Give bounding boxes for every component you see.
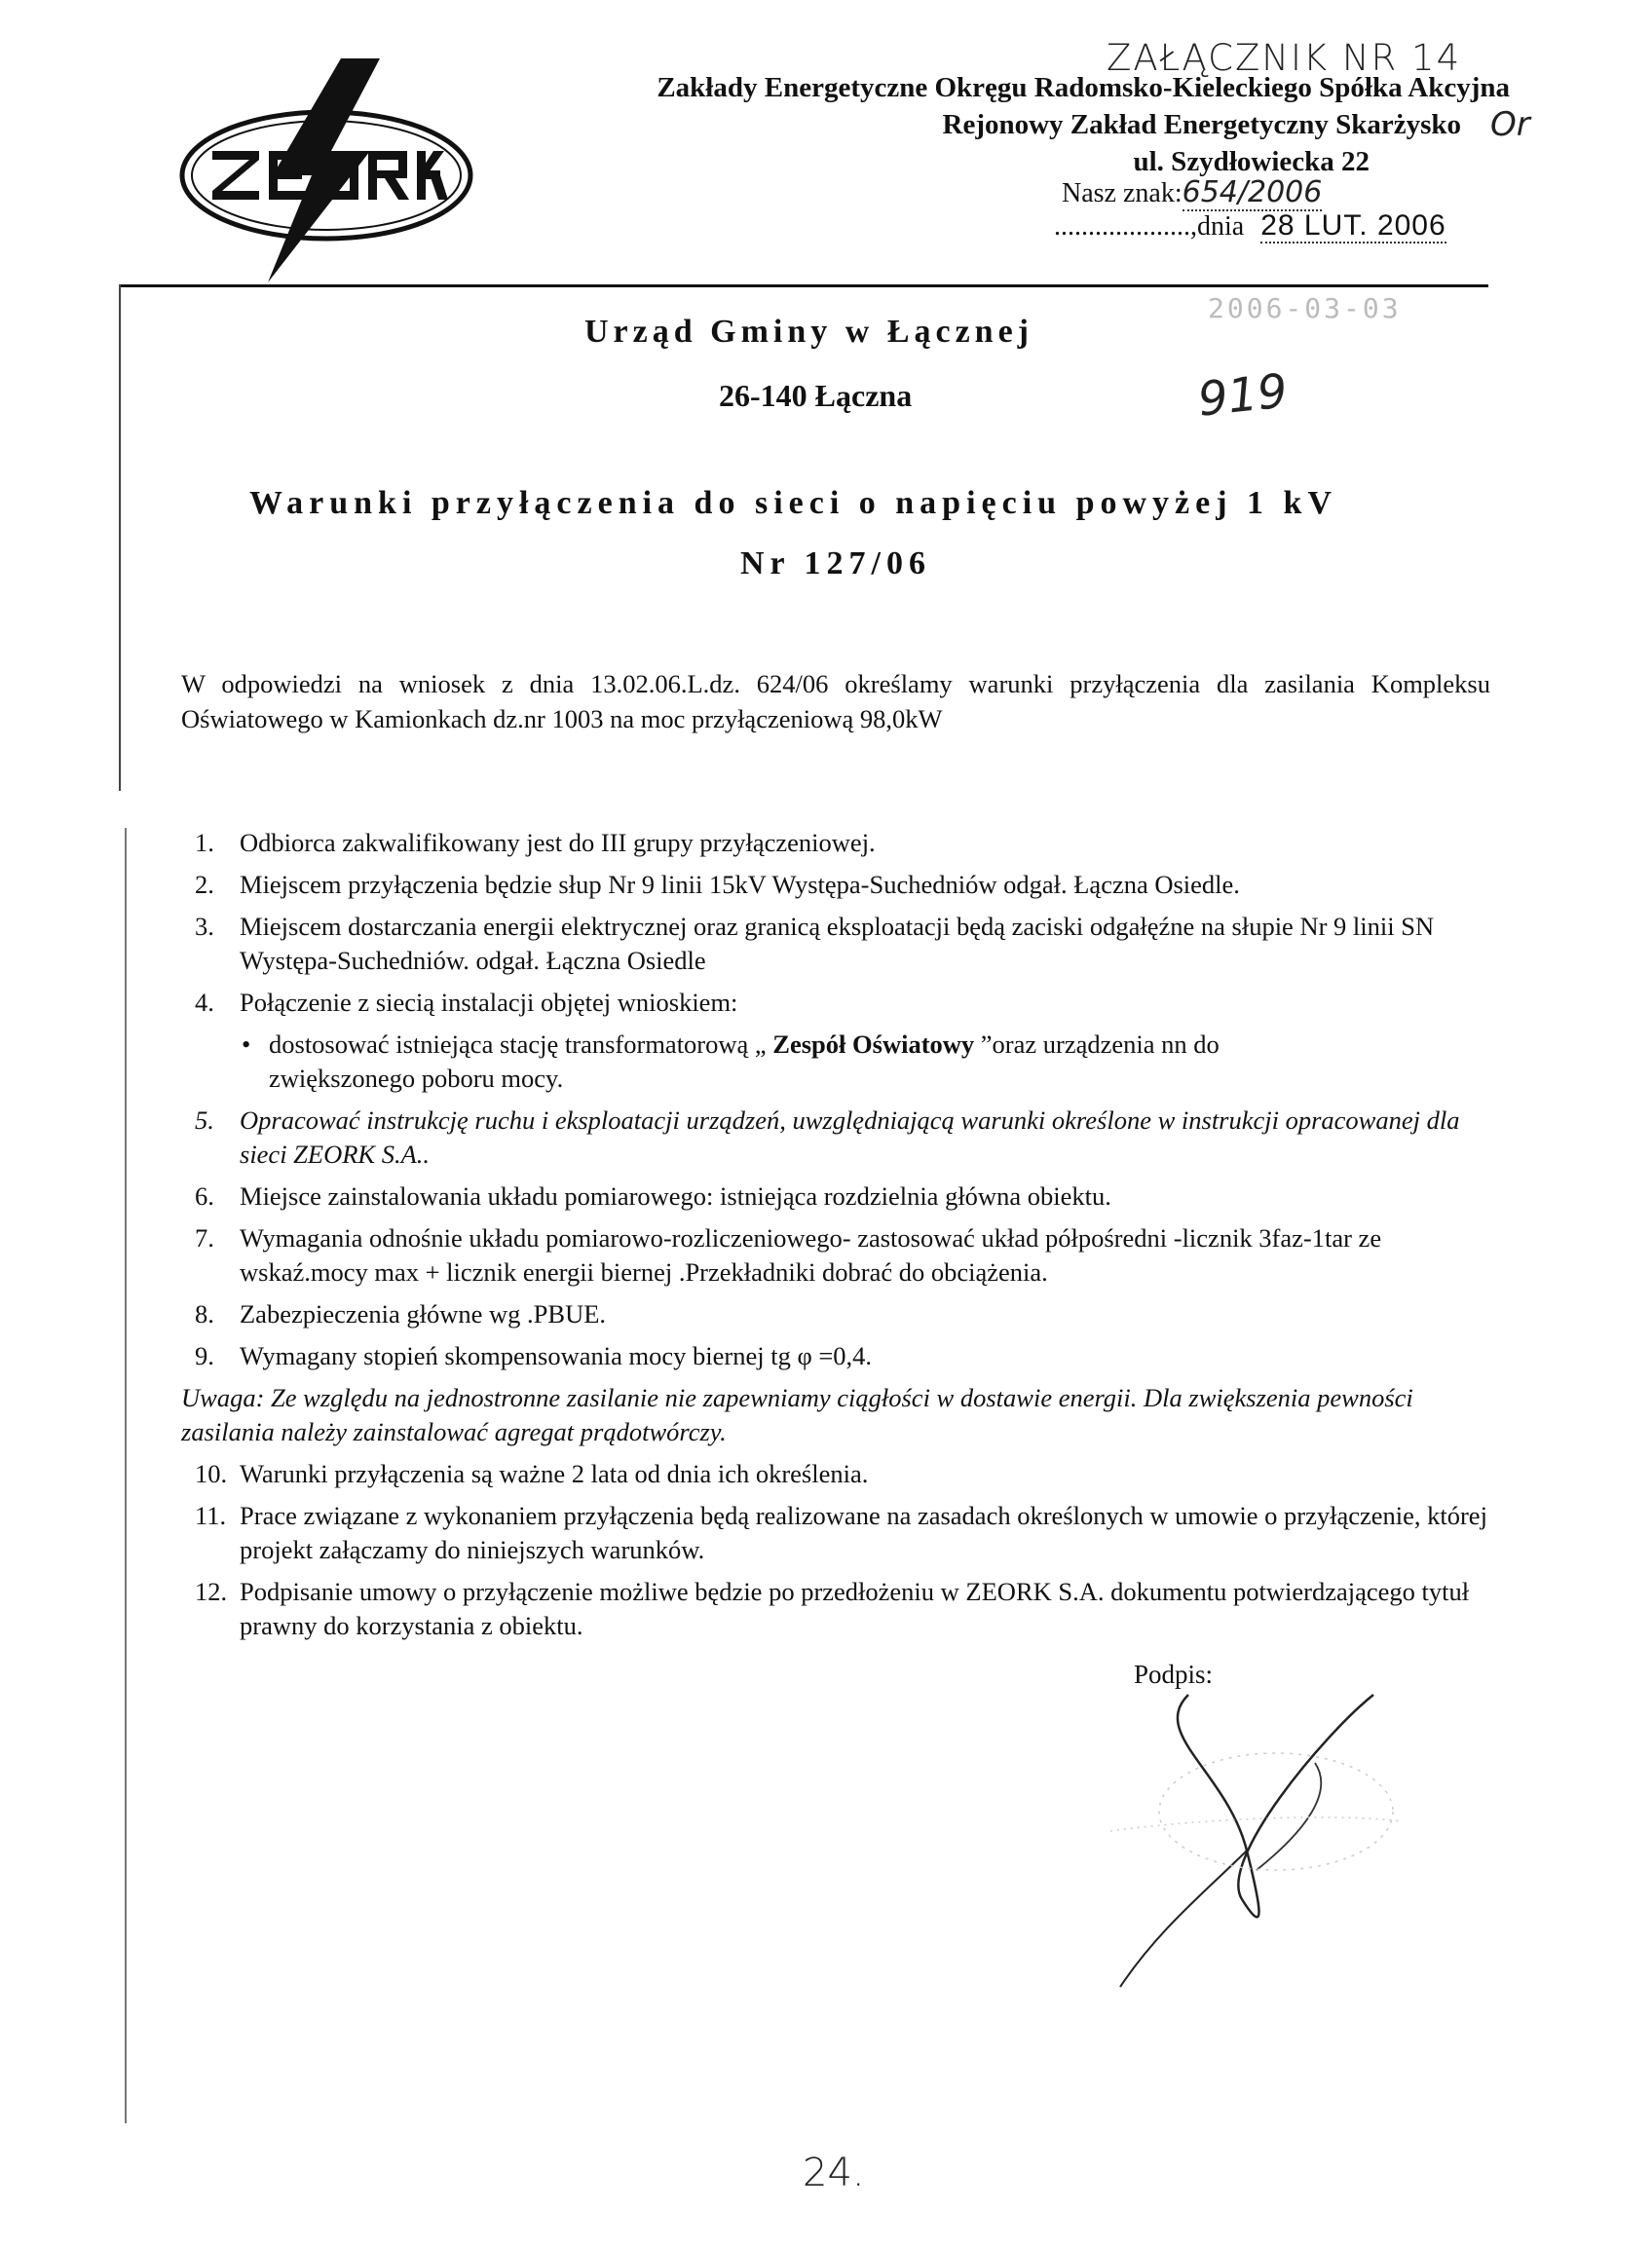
item-text: Miejscem dostarczania energii elektrycznej oraz granicą eksploatacji będą zaciski odgałęźne na słupie Nr 9 linii SN Występa-Suchedniów. odgał. Łączna Osiedle bbox=[240, 912, 1435, 975]
list-item bbox=[181, 1339, 1510, 1373]
company-name: Zakłady Energetyczne Okręgu Radomsko-Kieleckiego Spółka Akcyjna bbox=[657, 72, 1510, 103]
list-item bbox=[181, 1179, 1510, 1214]
annex-label: ZAŁĄCZNIK NR 14 bbox=[1107, 37, 1462, 79]
item-text: Opracować instrukcję ruchu i eksploatacji urządzeń, uwzględniającą warunki określone w instrukcji opracowanej dla sieci ZEORK S.A.. bbox=[240, 1105, 1460, 1169]
item-number: 6. bbox=[195, 1181, 214, 1211]
recipient-address: 26-140 Łączna bbox=[719, 378, 913, 413]
item-number: 11. bbox=[195, 1501, 227, 1530]
list-item bbox=[181, 1221, 1510, 1290]
item-number: 10. bbox=[195, 1459, 228, 1488]
reference-label: Nasz znak: bbox=[1062, 178, 1183, 208]
document-number: Nr 127/06 bbox=[740, 545, 931, 581]
item-number: 4. bbox=[195, 988, 214, 1017]
registration-number: 919 bbox=[1195, 363, 1291, 428]
item-text: Miejscem przyłączenia będzie słup Nr 9 linii 15kV Występa-Suchedniów odgał. Łączna Osiedle. bbox=[240, 870, 1240, 899]
branch-name: Rejonowy Zakład Energetyczny Skarżysko bbox=[942, 109, 1461, 140]
note-paragraph: Uwaga: Ze względu na jednostronne zasilanie nie zapewniamy ciągłości w dostawie energii. Dla zwiększenia pewności zasilania należy zainstalować agregat prądotwórczy. bbox=[181, 1383, 1413, 1446]
item-text: Wymagany stopień skompensowania mocy biernej tg φ =0,4. bbox=[240, 1341, 873, 1370]
item-number: 9. bbox=[195, 1341, 214, 1370]
left-margin-line bbox=[119, 284, 121, 791]
document-title: Warunki przyłączenia do sieci o napięciu powyżej 1 kV bbox=[249, 485, 1337, 521]
item-number: 3. bbox=[195, 912, 214, 941]
intro-paragraph: W odpowiedzi na wniosek z dnia 13.02.06.L.dz. 624/06 określamy warunki przyłączenia dla zasilania Kompleksu Oświatowego w Kamionkach dz.nr 1003 na moc przyłączeniową 98,0kW bbox=[181, 669, 1490, 733]
item-number: 7. bbox=[195, 1223, 214, 1253]
list-item bbox=[181, 986, 1510, 1020]
zeork-logo-graphic bbox=[175, 58, 497, 282]
received-stamp: 2006-03-03 bbox=[1208, 292, 1402, 324]
item-number: 8. bbox=[195, 1299, 214, 1329]
item-text: Zabezpieczenia główne wg .PBUE. bbox=[240, 1299, 607, 1329]
bullet-text-bold: Zespół Oświatowy bbox=[772, 1029, 975, 1059]
header-divider bbox=[119, 284, 1488, 287]
item-text: Podpisanie umowy o przyłączenie możliwe będzie po przedłożeniu w ZEORK S.A. dokumentu potwierdzającego tytuł prawny do korzystania z obiektu. bbox=[240, 1577, 1470, 1640]
signature-graphic bbox=[1081, 1675, 1432, 2006]
date-label: ,dnia bbox=[1190, 211, 1245, 242]
company-address: ul. Szydłowiecka 22 bbox=[1133, 146, 1370, 177]
bullet-dot: • bbox=[242, 1029, 251, 1059]
list-item bbox=[181, 1575, 1510, 1643]
list-item bbox=[181, 1499, 1510, 1567]
list-item bbox=[181, 1457, 1510, 1491]
reference-value: 654/2006 bbox=[1182, 175, 1323, 209]
list-item bbox=[181, 1104, 1510, 1172]
conditions-list bbox=[181, 826, 1510, 1651]
date-dots: .................... bbox=[1054, 211, 1190, 242]
item-number: 12. bbox=[195, 1577, 228, 1606]
item-text: Warunki przyłączenia są ważne 2 lata od dnia ich określenia. bbox=[240, 1459, 869, 1488]
list-item bbox=[181, 826, 1510, 860]
item-text: Połączenie z siecią instalacji objętej wnioskiem: bbox=[240, 988, 738, 1017]
signature bbox=[1081, 1675, 1432, 2006]
reference-line bbox=[1062, 175, 1322, 209]
item-text: Prace związane z wykonaniem przyłączenia będą realizowane na zasadach określonych w umowie o przyłączenie, której projekt załączamy do niniejszych warunków. bbox=[240, 1501, 1487, 1564]
page-number: 24. bbox=[803, 2151, 865, 2195]
item-text: Miejsce zainstalowania układu pomiarowego: istniejąca rozdzielnia główna obiektu. bbox=[240, 1181, 1111, 1211]
item-text: Wymagania odnośnie układu pomiarowo-rozliczeniowego- zastosować układ półpośredni -licznik 3faz-1tar ze wskaź.mocy max + licznik energii biernej .Przekładniki dobrać do obciążenia. bbox=[240, 1223, 1382, 1287]
margin-mark: Or bbox=[1490, 105, 1530, 144]
item-text: Odbiorca zakwalifikowany jest do III grupy przyłączeniowej. bbox=[240, 828, 876, 857]
bullet-text-post: ”oraz urządzenia nn do zwiększonego poboru mocy. bbox=[269, 1029, 1220, 1093]
zeork-logo bbox=[175, 58, 497, 282]
bullet-item bbox=[181, 1028, 1510, 1096]
list-item bbox=[181, 910, 1510, 978]
date-stamp: 28 LUT. 2006 bbox=[1260, 209, 1446, 242]
signature-label: Podpis: bbox=[1134, 1660, 1214, 1689]
list-item bbox=[181, 1297, 1510, 1331]
item-number: 2. bbox=[195, 870, 214, 899]
list-item bbox=[181, 868, 1510, 902]
item-number: 1. bbox=[195, 828, 214, 857]
date-line bbox=[1054, 209, 1446, 243]
left-margin-line-2 bbox=[125, 828, 127, 2123]
bullet-text-pre: dostosować istniejąca stację transformatorową „ bbox=[269, 1029, 773, 1059]
item-number: 5. bbox=[195, 1105, 214, 1135]
recipient-name: Urząd Gminy w Łącznej bbox=[584, 314, 1034, 350]
